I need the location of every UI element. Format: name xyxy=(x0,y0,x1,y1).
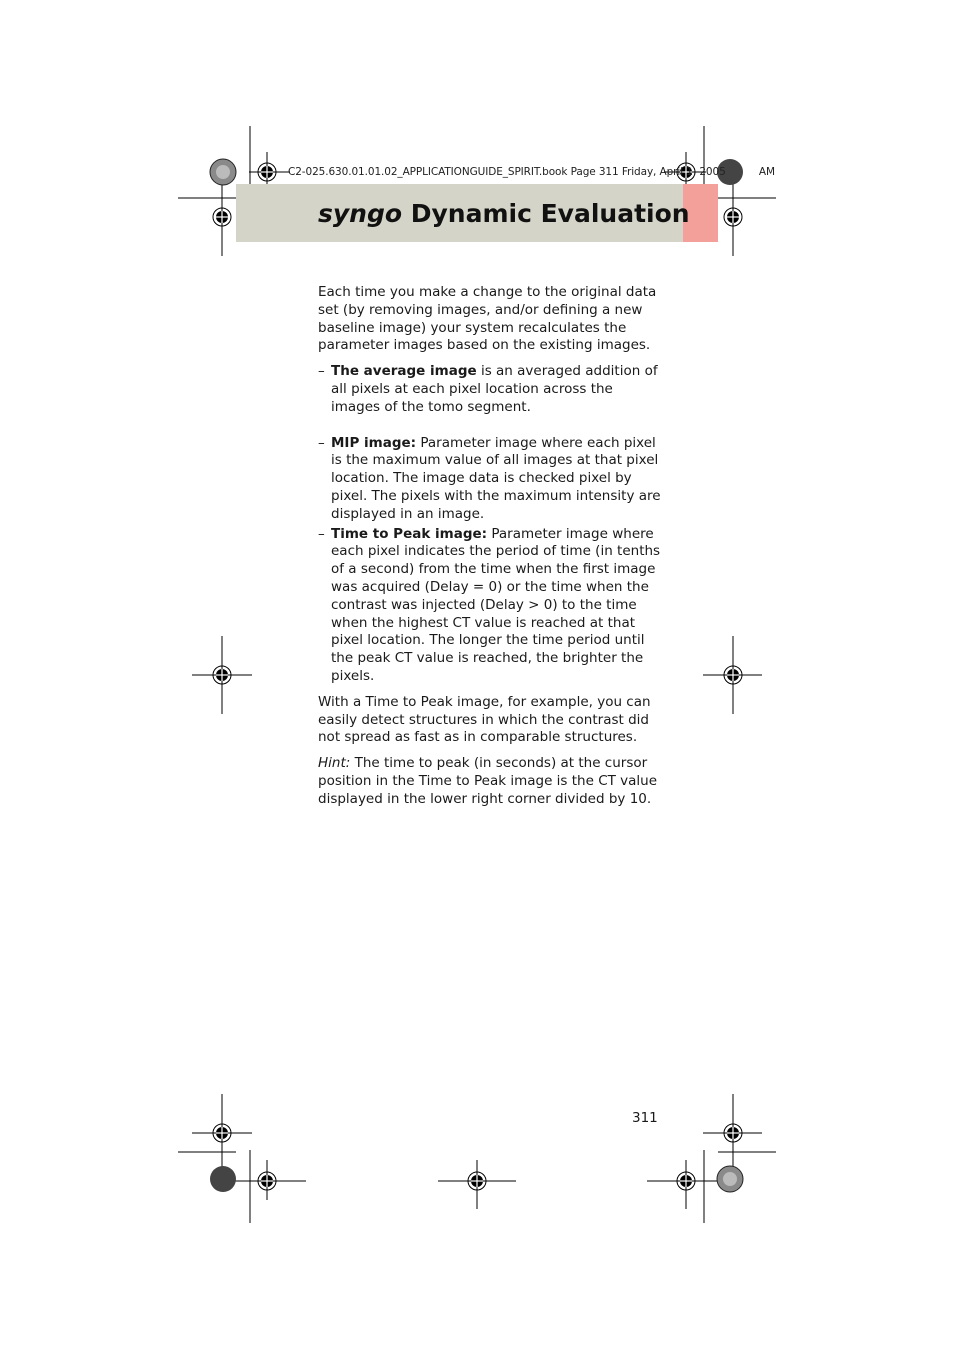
print-slug-suffix: AM xyxy=(758,166,775,178)
list-term: Time to Peak image: xyxy=(331,525,488,542)
list-dash: – xyxy=(318,525,325,542)
list-dash: – xyxy=(318,434,325,451)
list-item xyxy=(318,363,663,416)
page-title xyxy=(318,199,690,228)
example-paragraph: With a Time to Peak image, for example, you can easily detect structures in which the contrast did not spread as fast as in comparable structures. xyxy=(318,693,651,746)
list-term: MIP image: xyxy=(331,434,417,451)
hint-text: The time to peak (in seconds) at the cursor position in the Time to Peak image is the CT value displayed in the lower right corner divided by 10. xyxy=(318,755,658,807)
list-text: Parameter image where each pixel indicates the period of time (in tenths of a second) from the time when the first image was acquired (Delay = 0) or the time when the contrast was injected (Delay > 0) to the time when the highest CT value is reached at that pixel location. The longer the time period until the peak CT value is reached, the brighter the pixels. xyxy=(331,525,661,684)
definition-list xyxy=(318,363,663,686)
page-number: 311 xyxy=(632,1110,658,1126)
hint-label: Hint: xyxy=(318,755,351,772)
print-slug xyxy=(288,166,775,178)
title-brand: syngo xyxy=(318,199,403,228)
list-text: Parameter image where each pixel is the maximum value of all images at that pixel location. The image data is checked pixel by pixel. The pixels with the maximum intensity are displayed in an image. xyxy=(331,434,661,522)
list-term: The average image xyxy=(331,363,477,380)
list-item xyxy=(318,435,663,524)
print-slug-text: C2-025.630.01.01.02_APPLICATIONGUIDE_SPIRIT.book Page 311 Friday, April 1, 2005 xyxy=(288,166,726,178)
list-item xyxy=(318,526,663,686)
intro-paragraph: Each time you make a change to the original data set (by removing images, and/or defining a new baseline image) your system recalculates the parameter images based on the existing images. xyxy=(318,284,657,354)
title-rest: Dynamic Evaluation xyxy=(402,199,690,228)
list-dash: – xyxy=(318,363,325,380)
list-text: is an averaged addition of all pixels at each pixel location across the images of the tomo segment. xyxy=(331,363,658,415)
hint-paragraph xyxy=(318,755,663,808)
body-text xyxy=(318,284,663,817)
